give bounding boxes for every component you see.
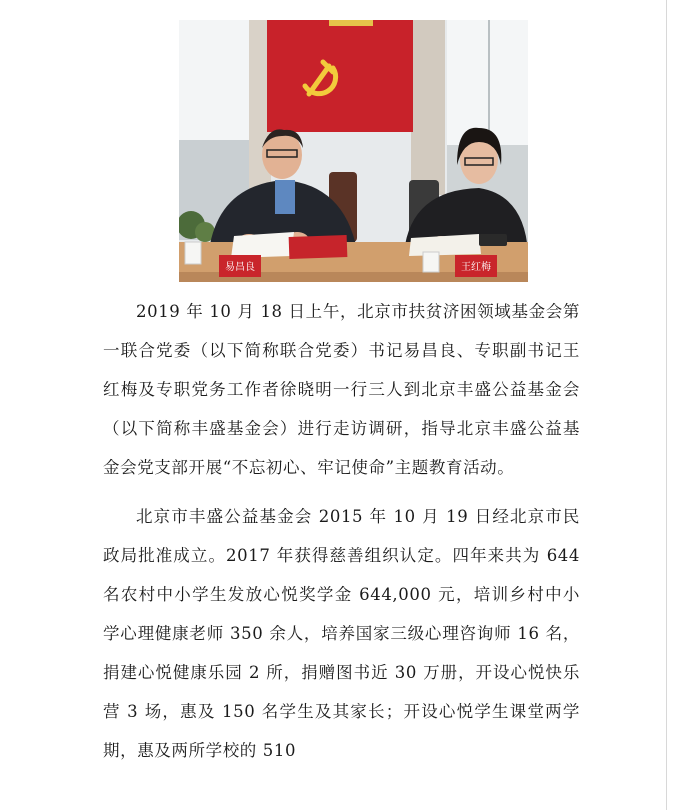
nameplate-right: 王红梅	[461, 262, 491, 273]
paragraph-foundation: 北京市丰盛公益基金会 2015 年 10 月 19 日经北京市民政局批准成立。2017 年获得慈善组织认定。四年来共为 644 名农村中小学生发放心悦奖学金 644,000 元，培训乡村中小学心理健康老师 350 余人，培养国家三级心理咨询师 16 名，捐建心悦健康乐园 2 所，捐赠图书近 30 万册，开设心悦快乐营 3 场，惠及 150 名学生及其家长；开设心悦学生课堂两学期，惠及两所学校的 510	[103, 507, 580, 760]
paragraph-visit: 2019 年 10 月 18 日上午，北京市扶贫济困领域基金会第一联合党委（以下简称联合党委）书记易昌良、专职副书记王红梅及专职党务工作者徐晓明一行三人到北京丰盛公益基金会（以下简称丰盛基金会）进行走访调研，指导北京丰盛公益基金会党支部开展“不忘初心、牢记使命”主题教育活动。	[103, 302, 580, 477]
meeting-photo	[179, 20, 528, 282]
article-body	[103, 283, 580, 770]
page-edge-line	[666, 0, 667, 810]
nameplate-left: 易昌良	[225, 262, 255, 273]
